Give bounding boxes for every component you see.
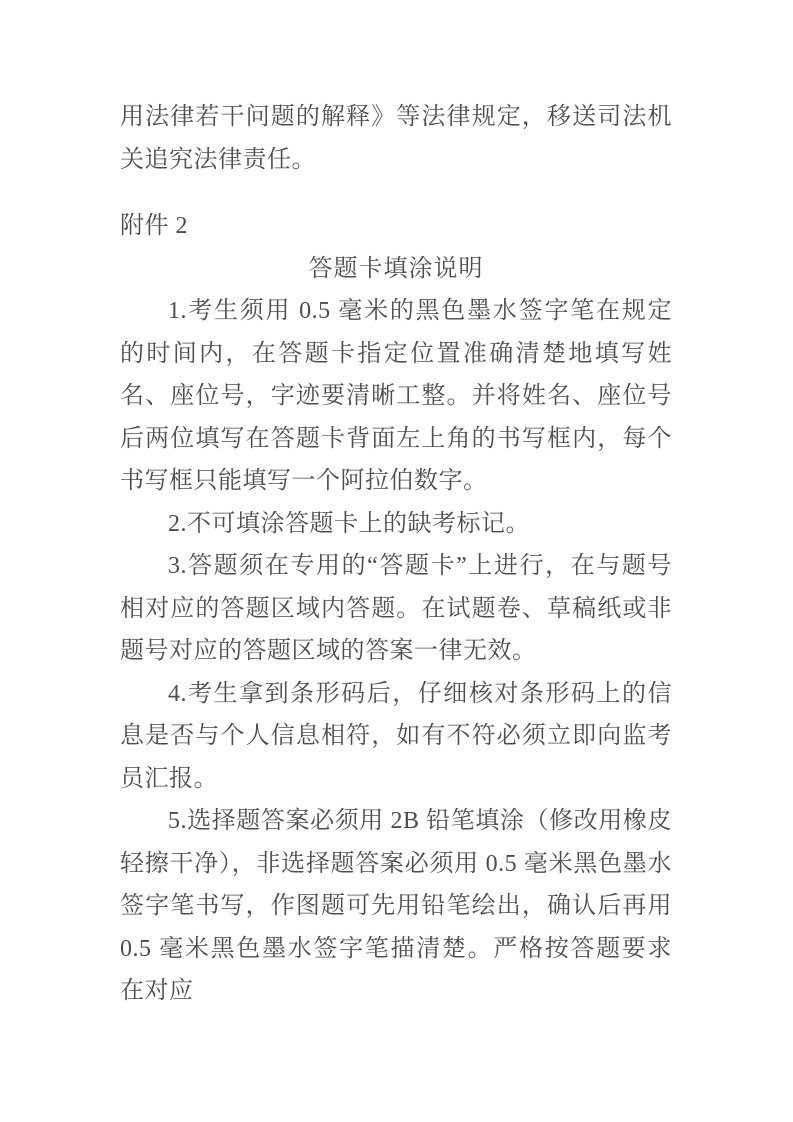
instruction-paragraph-4: 4.考生拿到条形码后，仔细核对条形码上的信息是否与个人信息相符，如有不符必须立即向监考员汇报。 bbox=[120, 680, 672, 792]
document-title: 答题卡填涂说明 bbox=[308, 255, 484, 282]
instruction-paragraph-3: 3.答题须在专用的“答题卡”上进行，在与题号相对应的答题区域内答题。在试题卷、草稿纸或非题号对应的答题区域的答案一律无效。 bbox=[120, 553, 672, 664]
instruction-paragraph-1: 1.考生须用 0.5 毫米的黑色墨水签字笔在规定的时间内，在答题卡指定位置准确清楚地填写姓名、座位号，字迹要清晰工整。并将姓名、座位号后两位填写在答题卡背面左上角的书写框内，每个书写框只能填写一个阿拉伯数字。 bbox=[120, 298, 672, 494]
instruction-paragraph-5: 5.选择题答案必须用 2B 铅笔填涂（修改用橡皮轻擦干净），非选择题答案必须用 0.5 毫米黑色墨水签字笔书写，作图题可先用铅笔绘出，确认后再用 0.5 毫米黑色墨水签字笔描清楚。严格按答题要求在对应 bbox=[120, 808, 672, 1004]
instruction-paragraph-2: 2.不可填涂答题卡上的缺考标记。 bbox=[168, 510, 530, 537]
attachment-label: 附件 2 bbox=[120, 213, 188, 239]
continuation-paragraph: 用法律若干问题的解释》等法律规定，移送司法机关追究法律责任。 bbox=[120, 104, 672, 173]
